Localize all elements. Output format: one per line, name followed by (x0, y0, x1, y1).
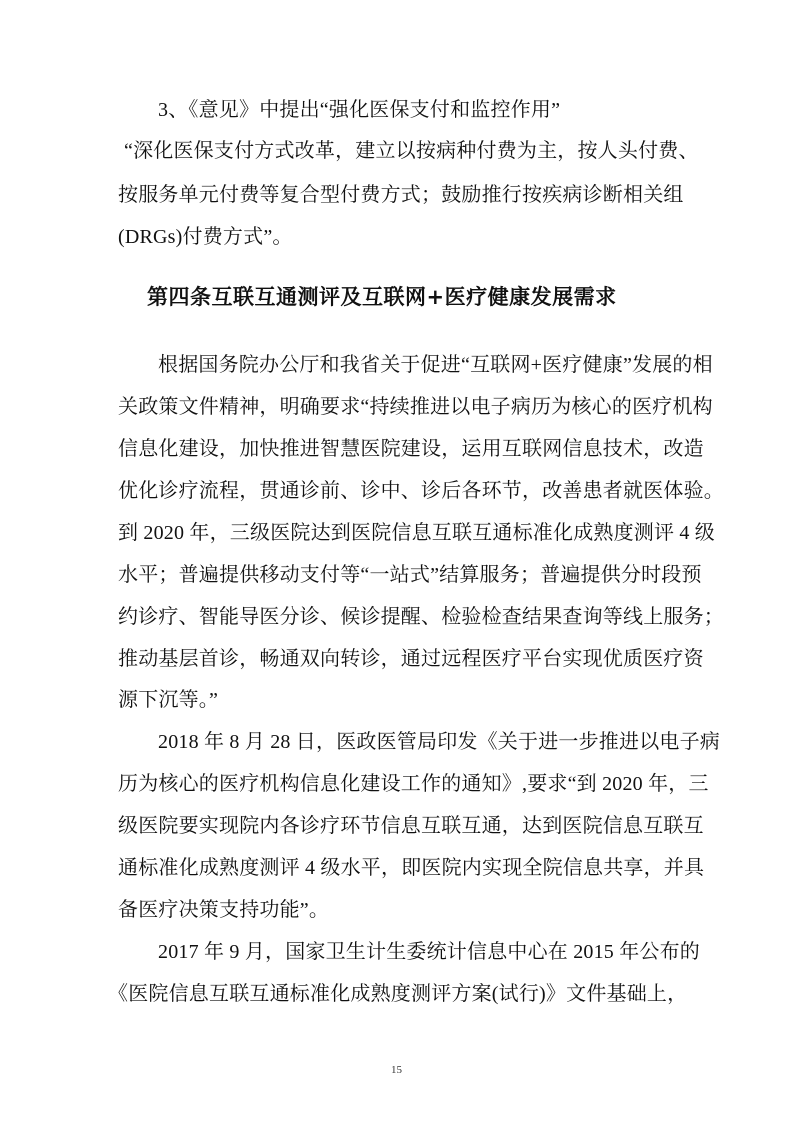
paragraph-1-line-2: 关政策文件精神，明确要求“持续推进以电子病历为核心的医疗机构 (118, 396, 713, 418)
paragraph-1-line-8: 推动基层首诊，畅通双向转诊，通过远程医疗平台实现优质医疗资 (118, 648, 704, 670)
paragraph-1-line-1: 根据国务院办公厅和我省关于促进“互联网+医疗健康”发展的相 (158, 354, 713, 376)
paragraph-2-line-5: 备医疗决策支持功能”。 (118, 899, 330, 921)
paragraph-1-line-5: 到 2020 年，三级医院达到医院信息互联互通标准化成熟度测评 4 级 (118, 522, 715, 544)
section-3-quote-line-1: “深化医保支付方式改革，建立以按病种付费为主，按人头付费、 (124, 140, 699, 162)
section-3-quote-line-2: 按服务单元付费等复合型付费方式；鼓励推行按疾病诊断相关组 (118, 184, 684, 206)
paragraph-1-line-4: 优化诊疗流程，贯通诊前、诊中、诊后各环节，改善患者就医体验。 (118, 480, 724, 502)
page-number: 15 (391, 1064, 402, 1076)
paragraph-1-line-6: 水平；普遍提供移动支付等“一站式”结算服务；普遍提供分时段预 (118, 564, 702, 586)
section-3-quote-line-3: (DRGs)付费方式”。 (118, 226, 293, 248)
paragraph-2-line-1: 2018 年 8 月 28 日，医政医管局印发《关于进一步推进以电子病 (158, 731, 720, 753)
paragraph-2-line-2: 历为核心的医疗机构信息化建设工作的通知》,要求“到 2020 年，三 (118, 773, 709, 795)
section-heading: 第四条互联互通测评及互联网+医疗健康发展需求 (147, 285, 617, 309)
paragraph-1-line-3: 信息化建设，加快推进智慧医院建设，运用互联网信息技术，改造 (118, 438, 704, 460)
paragraph-3-line-1: 2017 年 9 月，国家卫生计生委统计信息中心在 2015 年公布的 (158, 941, 700, 963)
paragraph-1-line-7: 约诊疗、智能导医分诊、候诊提醒、检验检查结果查询等线上服务； (118, 606, 724, 628)
paragraph-2-line-3: 级医院要实现院内各诊疗环节信息互联互通，达到医院信息互联互 (118, 815, 704, 837)
paragraph-2-line-4: 通标准化成熟度测评 4 级水平，即医院内实现全院信息共享，并具 (118, 857, 705, 879)
section-3-title: 3、《意见》中提出“强化医保支付和监控作用” (158, 99, 561, 121)
paragraph-3-line-2: 《医院信息互联互通标准化成熟度测评方案(试行)》文件基础上， (108, 983, 688, 1005)
paragraph-1-line-9: 源下沉等。” (118, 689, 219, 711)
